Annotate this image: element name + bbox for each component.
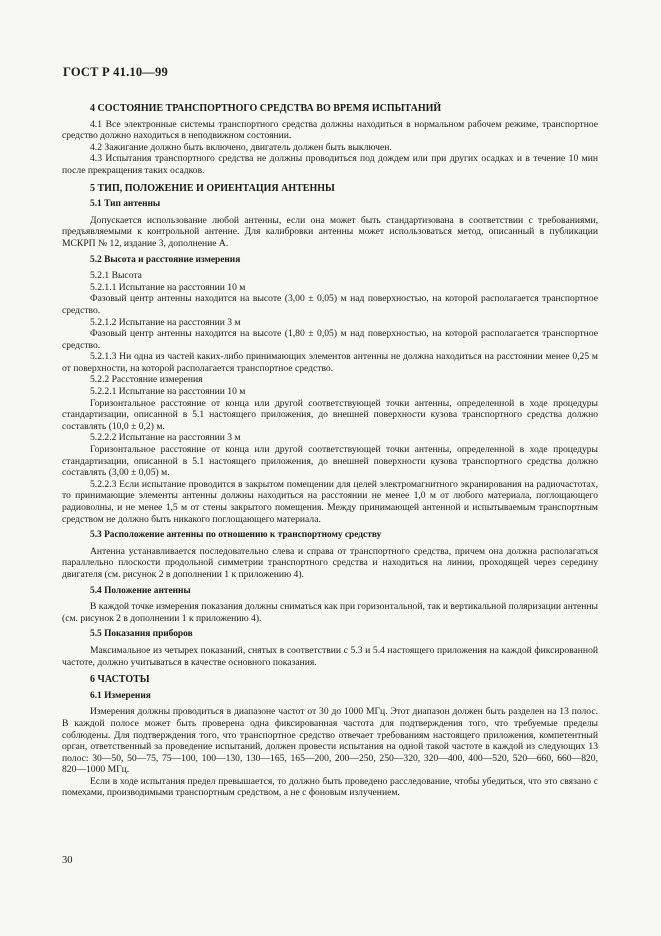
paragraph-5-4: В каждой точке измерения показания должны сниматься как при горизонтальной, так и вертикальной поляризации антенны (см. рисунок 2 в дополнении 1 к приложению 4). (62, 601, 598, 624)
paragraph-5-2-1-3: 5.2.1.3 Ни одна из частей каких-либо принимающих элементов антенны не должна находиться на расстоянии менее 0,25 м от поверхности, на которой располагается транспортное средство. (62, 351, 598, 374)
paragraph-6-1-b: Если в ходе испытания предел превышается, то должно быть проведено расследование, чтобы убедиться, что это связано с помехами, производимыми транспортным средством, а не с фоновым излучением. (62, 775, 598, 799)
section-5-title: 5 ТИП, ПОЛОЖЕНИЕ И ОРИЕНТАЦИЯ АНТЕННЫ (90, 182, 335, 194)
paragraph-5-2-1-2-text: Фазовый центр антенны находится на высоте (1,80 ± 0,05) м над поверхностью, на которой располагается транспортное средство. (62, 328, 598, 351)
paragraph-5-5: Максимальное из четырех показаний, снятых в соответствии с 5.3 и 5.4 настоящего приложения на каждой фиксированной частоте, должно учитываться в качестве основного показания. (62, 644, 598, 668)
paragraph-5-3: Антенна устанавливается последовательно слева и справа от транспортного средства, причем она должна располагаться параллельно плоскости продольной симметрии транспортного средства и находиться на линии, проходящей через середину двигателя (см. рисунок 2 в дополнении 1 к приложению 4). (62, 545, 598, 580)
section-5-5-title: 5.5 Показания приборов (90, 629, 193, 640)
paragraph-6-1: Измерения должны проводиться в диапазоне частот от 30 до 1000 МГц. Этот диапазон должен быть разделен на 13 полос. В каждой полосе может быть проверена одна фиксированная частота для подтверждения того, что требуемые пределы соблюдены. Для подтверждения того, что транспортное средство отвечает требованиям настоящего приложения, компетентный орган, ответственный за проведение испытаний, должен провести испытания на одной такой частоте в каждой из следующих 13 полос: 30—50, 50—75, 75—100, 100—130, 130—165, 165—200, 200—250, 250—320, 320—400, 400—520, 520—660, 660—820, 820—1000 МГц. (62, 706, 598, 776)
paragraph-4-1: 4.1 Все электронные системы транспортного средства должны находиться в нормальном рабочем режиме, транспортное средство должно находиться в неподвижном состоянии. (62, 118, 598, 142)
paragraph-5-2-1-1-text: Фазовый центр антенны находится на высоте (3,00 ± 0,05) м над поверхностью, на которой располагается транспортное средство. (62, 293, 598, 316)
paragraph-5-2-2-2-text: Горизонтальное расстояние от конца или другой соответствующей точки антенны, определенной в ходе процедуры стандартизации, описанной в 5.1 настоящего приложения, до внешней поверхности кузова транспортного средства должно составлять (3,00 ± 0,05) м. (62, 444, 598, 479)
paragraph-4-3: 4.3 Испытания транспортного средства не должны проводиться под дождем или при других осадках и в течение 10 мин после прекращения таких осадков. (62, 153, 598, 176)
paragraph-5-2-1-1: 5.2.1.1 Испытание на расстоянии 10 м (90, 281, 246, 293)
paragraph-5-2-2-2: 5.2.2.2 Испытание на расстоянии 3 м (90, 432, 241, 444)
page-content (62, 97, 598, 799)
section-6-title: 6 ЧАСТОТЫ (90, 674, 150, 686)
document-code: ГОСТ Р 41.10—99 (63, 65, 168, 79)
paragraph-5-1: Допускается использование любой антенны, если она может быть стандартизована в соответствии с требованиями, предъявляемыми к контрольной антенне. Для калибровки антенны может использоваться метод, описанный в публикации МСКРП № 12, издание 3, дополнение А. (62, 214, 598, 249)
paragraph-4-2: 4.2 Зажигание должно быть включено, двигатель должен быть выключен. (90, 141, 392, 153)
paragraph-5-2-2-1-text: Горизонтальное расстояние от конца или другой соответствующей точки антенны, определенной в ходе процедуры стандартизации, описанной в 5.1 настоящего приложения, до внешней поверхности кузова транспортного средства должно составлять (10,0 ± 0,2) м. (62, 397, 598, 432)
paragraph-5-2-2-3: 5.2.2.3 Если испытание проводится в закрытом помещении для целей электромагнитного экранирования на радиочастотах, то принимающие элементы антенны должны находиться на расстоянии не менее 1,0 м от любого материала, поглощающего радиоволны, и не менее 1,5 м от стены закрытого помещения. Между принимающей антенной и испытываемым транспортным средством не должно быть никакого поглощающего материала. (62, 478, 598, 525)
section-5-1-title: 5.1 Тип антенны (90, 199, 161, 210)
paragraph-5-2-1: 5.2.1 Высота (90, 270, 142, 282)
page-number: 30 (62, 855, 73, 866)
section-5-3-title: 5.3 Расположение антенны по отношению к транспортному средству (90, 530, 382, 541)
paragraph-5-2-2-1: 5.2.2.1 Испытание на расстоянии 10 м (90, 386, 246, 398)
section-5-2-title: 5.2 Высота и расстояние измерения (90, 254, 241, 265)
paragraph-5-2-1-2: 5.2.1.2 Испытание на расстоянии 3 м (90, 316, 241, 328)
paragraph-5-2-2: 5.2.2 Расстояние измерения (90, 374, 203, 386)
section-6-1-title: 6.1 Измерения (90, 690, 151, 701)
section-4-title: 4 СОСТОЯНИЕ ТРАНСПОРТНОГО СРЕДСТВА ВО ВРЕМЯ ИСПЫТАНИЙ (90, 103, 442, 114)
section-5-4-title: 5.4 Положение антенны (90, 585, 191, 596)
